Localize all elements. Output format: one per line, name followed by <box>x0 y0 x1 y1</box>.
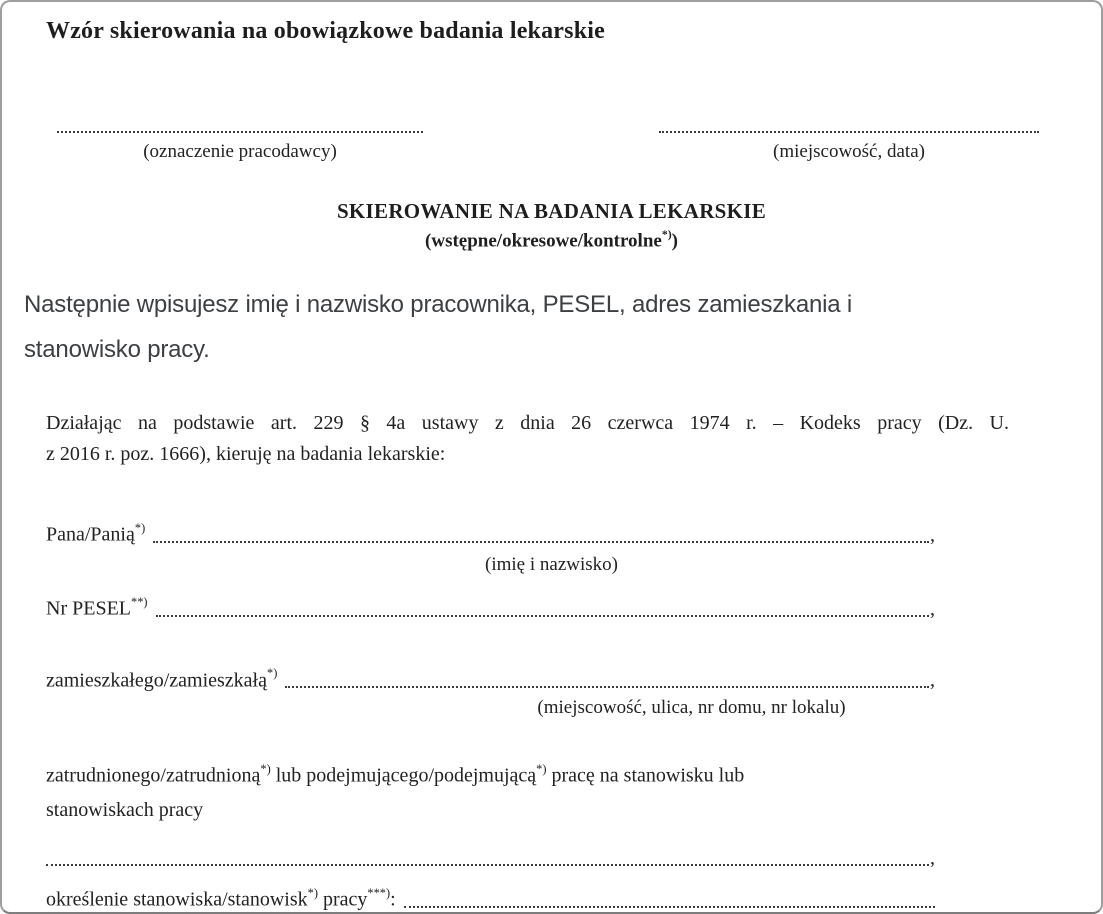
place-date-dotted-line <box>659 131 1039 133</box>
pesel-field-label: Nr PESEL**) <box>46 594 148 620</box>
form-heading <box>2 199 1101 252</box>
pesel-dotted-line <box>156 615 929 617</box>
place-date-caption: (miejscowość, data) <box>773 141 925 162</box>
header-fields <box>57 131 1039 163</box>
article-note <box>24 282 1071 372</box>
address-field-caption: (miejscowość, ulica, nr domu, nr lokalu) <box>537 697 846 719</box>
employment-trailing-comma: , <box>930 846 935 869</box>
employer-dotted-line <box>57 131 423 133</box>
name-dotted-line <box>153 541 929 543</box>
employer-caption: (oznaczenie pracodawcy) <box>143 141 337 162</box>
position-field-label: określenie stanowiska/stanowisk*) pracy***): <box>46 885 396 911</box>
form-heading-line2-text: (wstępne/okresowe/kontrolne <box>425 230 662 252</box>
employment-line1: zatrudnionego/zatrudnioną*) lub podejmującego/podejmującą*) pracę na stanowisku lub <box>46 762 745 787</box>
position-colon: : <box>390 888 396 911</box>
address-dotted-line <box>285 686 929 688</box>
address-field-label: zamieszkałego/zamieszkałą*) <box>46 666 278 692</box>
employment-dotted-line <box>46 864 929 866</box>
employment-text <box>46 753 1001 827</box>
pesel-trailing-comma: , <box>930 597 935 620</box>
name-field-row <box>46 516 935 548</box>
position-dotted-line <box>404 906 935 908</box>
legal-basis-paragraph <box>46 408 1009 470</box>
footnote-marker: *) <box>661 227 672 241</box>
footnote-marker: *) <box>536 762 547 777</box>
employment-dotted-line-row <box>46 845 935 871</box>
form-heading-line2-close: ) <box>671 230 678 252</box>
form-heading-line2 <box>2 229 1101 252</box>
address-field-row <box>46 662 935 694</box>
footnote-marker: *) <box>260 762 271 777</box>
article-note-line1: Następnie wpisujesz imię i nazwisko pracownika, PESEL, adres zamieszkania i <box>24 291 853 319</box>
footnote-marker: ***) <box>367 885 391 900</box>
place-date-field <box>659 131 1039 163</box>
name-trailing-comma: , <box>930 523 935 546</box>
footnote-marker: *) <box>134 521 146 536</box>
footnote-marker: **) <box>131 594 148 609</box>
legal-basis-line2: z 2016 r. poz. 1666), kieruję na badania lekarskie: <box>46 443 446 466</box>
legal-basis-line1: Działając na podstawie art. 229 § 4a ustawy z dnia 26 czerwca 1974 r. – Kodeks pracy (Dz. U. <box>46 412 1009 435</box>
form-heading-line1: SKIEROWANIE NA BADANIA LEKARSKIE <box>336 199 767 223</box>
employment-line2: stanowiskach pracy <box>46 798 204 821</box>
article-note-line2: stanowisko pracy. <box>24 336 210 364</box>
page-title: Wzór skierowania na obowiązkowe badania lekarskie <box>46 18 605 44</box>
name-field-label: Pana/Panią*) <box>46 521 146 546</box>
employer-field <box>57 131 423 163</box>
position-field-row <box>46 881 935 913</box>
address-trailing-comma: , <box>930 669 935 692</box>
footnote-marker: *) <box>267 666 278 681</box>
footnote-marker: *) <box>307 885 318 900</box>
pesel-field-row <box>46 590 935 622</box>
name-field-caption: (imię i nazwisko) <box>485 553 618 575</box>
